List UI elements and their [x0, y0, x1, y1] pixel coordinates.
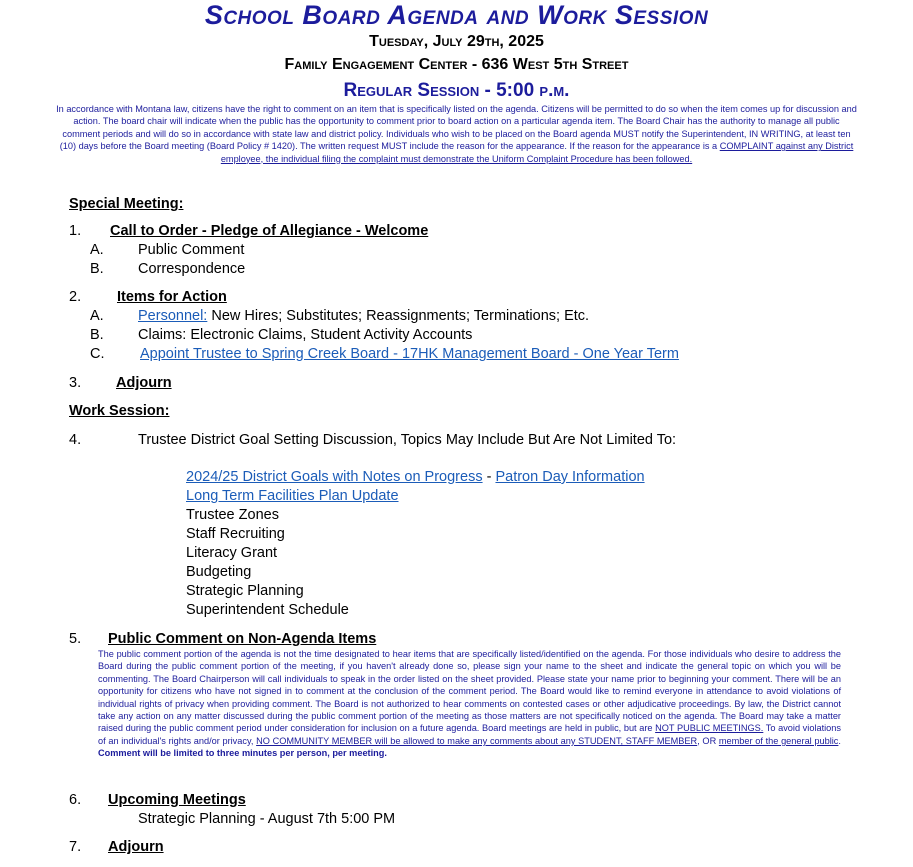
item-4-text: Trustee District Goal Setting Discussion, Topics May Include But Are Not Limited To: [138, 432, 677, 448]
item-1b-letter: B. [90, 261, 104, 277]
pc-underline-3: member of the general public [718, 735, 839, 746]
district-goals-link[interactable]: 2024/25 District Goals with Notes on Progress [186, 469, 483, 485]
item-6-text: Strategic Planning - August 7th 5:00 PM [138, 811, 396, 827]
item-2c-letter: C. [90, 346, 105, 362]
meeting-date: Tuesday, July 29th, 2025 [369, 33, 544, 50]
item-1-number: 1. [69, 223, 82, 239]
item-2b-text: Claims: Electronic Claims, Student Activity Accounts [138, 327, 473, 343]
topic-superintendent-schedule: Superintendent Schedule [186, 602, 349, 618]
item-1a-letter: A. [90, 242, 104, 258]
pc-underline-2: NO COMMUNITY MEMBER will be allowed to make any comments about any STUDENT, STAFF MEMBER [256, 735, 698, 746]
item-2c [140, 346, 679, 362]
personnel-text: New Hires; Substitutes; Reassignments; Terminations; Etc. [207, 308, 590, 324]
meeting-location: Family Engagement Center - 636 West 5th Street [284, 56, 629, 73]
public-comment-text [98, 648, 841, 760]
facilities-plan-link[interactable]: Long Term Facilities Plan Update [186, 488, 399, 504]
notice-complaint-text: COMPLAINT against any District employee, the individual filing the complaint must demonstrate the Uniform Complaint Procedure has been followed. [220, 141, 854, 164]
item-2-title: Items for Action [117, 289, 227, 305]
goals-separator: - [482, 469, 496, 485]
page-title: School Board Agenda and Work Session [204, 0, 709, 30]
pc-underline-1: NOT PUBLIC MEETINGS. [655, 723, 764, 734]
item-7-number: 7. [69, 839, 82, 855]
topic-budgeting: Budgeting [186, 564, 252, 580]
item-4-number: 4. [69, 432, 82, 448]
item-2-number: 2. [69, 289, 82, 305]
pc-text-4: . [838, 735, 841, 746]
topic-trustee-zones: Trustee Zones [186, 507, 279, 523]
goals-line [186, 469, 645, 485]
topic-staff-recruiting: Staff Recruiting [186, 526, 285, 542]
public-comment-notice [55, 103, 858, 165]
item-2a-letter: A. [90, 308, 104, 324]
item-3-title: Adjourn [116, 375, 172, 391]
topic-strategic-planning: Strategic Planning [186, 583, 304, 599]
notice-text: In accordance with Montana law, citizens have the right to comment on an item that is specifically listed on the agenda. Citizens will be permitted to do so when the item comes up for discussion and action. The board chair will indicate when the public has the opportunity to comment prior to board action on a particular agenda item. The Board Chair has the authority to manage all public comment periods and will do so in accordance with state law and district policy. Individuals who wish to be placed on the Board agenda MUST notify the Superintendent, IN WRITING, at least ten (10) days before the Board meeting (Board Policy # 1420). The written request MUST include the reason for the appearance. If the reason for the appearance is a [56, 104, 857, 152]
facilities-line [186, 488, 399, 504]
session-time: Regular Session - 5:00 p.m. [343, 80, 570, 101]
item-1a-text: Public Comment [138, 242, 245, 258]
item-6-title: Upcoming Meetings [108, 792, 246, 808]
item-1b-text: Correspondence [138, 261, 246, 277]
item-3-number: 3. [69, 375, 82, 391]
item-2b-letter: B. [90, 327, 104, 343]
item-6-number: 6. [69, 792, 82, 808]
pc-time-limit: Comment will be limited to three minutes per person, per meeting. [98, 748, 387, 759]
work-session-heading: Work Session: [69, 403, 170, 419]
patron-day-link[interactable]: Patron Day Information [495, 469, 645, 485]
item-5-title: Public Comment on Non-Agenda Items [108, 631, 377, 647]
special-meeting-heading: Special Meeting: [69, 196, 184, 212]
item-7-title: Adjourn [108, 839, 164, 855]
item-5-number: 5. [69, 631, 82, 647]
item-2a [138, 308, 589, 324]
personnel-link[interactable]: Personnel: [138, 308, 208, 324]
pc-text-1: The public comment portion of the agenda is not the time designated to hear items that are specifically listed/identified on the agenda. For those individuals who desire to address the Board during the public comment portion of the meeting, if you haven't already done so, please sign your name to the sheet and indicate the general topic on which you will be commenting. The Board Chairperson will call individuals to speak in the order listed on the sheet provided. Please state your name prior to beginning your comment. There will be an opportunity for citizens who have not signed in to comment at the conclusion of the comment period. The Board would like to remind everyone in attendance to avoid violations of individual rights of privacy when providing comment. The Board is not authorized to hear comments on contested cases or other adjudicative proceedings. By law, the District cannot take any action on any matter discussed during the public comment portion of the meeting as those matters are not specifically noticed on the agenda. The Board may take a matter raised during the public comment period under consideration for inclusion on a future agenda. Board meetings are held in public, but are [98, 649, 841, 734]
topic-literacy-grant: Literacy Grant [186, 545, 278, 561]
appoint-trustee-link[interactable]: Appoint Trustee to Spring Creek Board - 17HK Management Board - One Year Term [140, 346, 679, 362]
pc-text-3: , OR [697, 735, 719, 746]
pc-text-2: To avoid violations of an individual's rights and/or privacy, [98, 723, 841, 746]
item-1-title: Call to Order - Pledge of Allegiance - Welcome [110, 223, 429, 239]
